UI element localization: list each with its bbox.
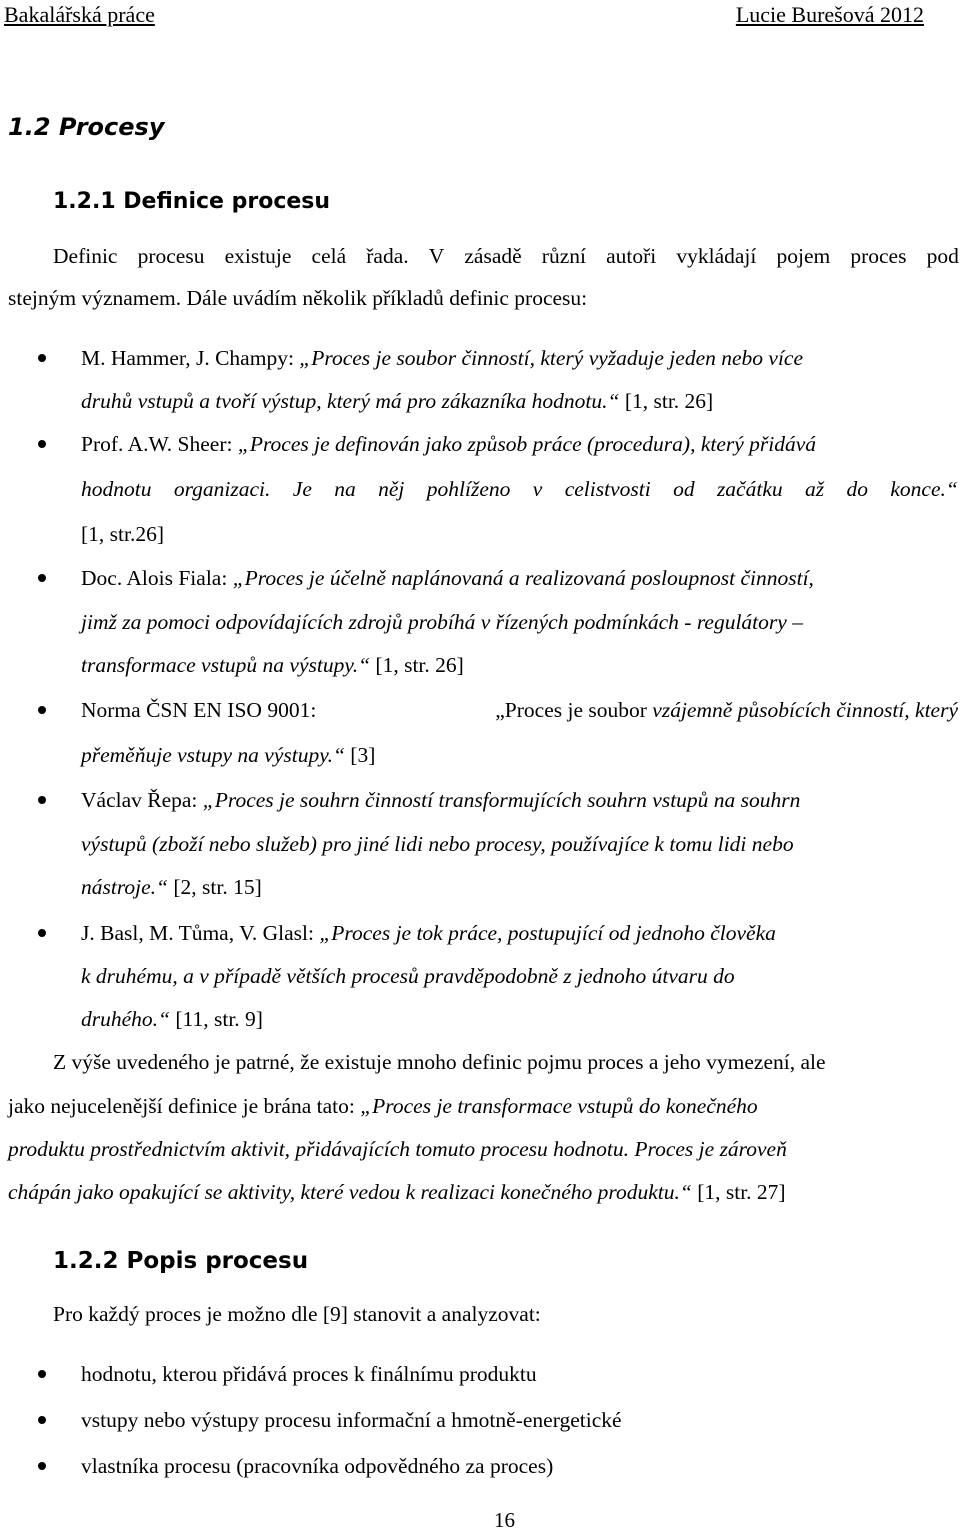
def3-citation: [1, str. 26] — [370, 653, 464, 677]
def6-line-2 — [81, 961, 735, 991]
word: existuje — [224, 244, 292, 268]
def2-line-2 — [81, 474, 958, 504]
def1-citation: [1, str. 26] — [619, 389, 714, 413]
def3-quote: „Proces je účelně naplánovaná a realizovaná posloupnost činností, — [232, 566, 814, 590]
word: různí — [541, 244, 586, 268]
word: něj — [378, 477, 405, 501]
word: celistvosti — [564, 477, 651, 501]
bullet-icon — [38, 706, 46, 714]
word: od — [673, 477, 695, 501]
word: na — [334, 477, 356, 501]
word: konce.“ — [890, 477, 958, 501]
popis-item: vstupy nebo výstupy procesu informační a hmotně-energetické — [81, 1408, 622, 1432]
conclusion-quote: „Proces je transformace vstupů do konečného — [360, 1094, 758, 1118]
word: proces — [850, 244, 907, 268]
def4-quote-start: „Proces je soubor — [495, 698, 653, 722]
def4-quote: vzájemně působících činností, který — [652, 698, 958, 722]
word: až — [805, 477, 825, 501]
word: celá — [311, 244, 347, 268]
def2-line-3: [1, str.26] — [81, 522, 165, 546]
def3-line-1 — [81, 563, 814, 593]
conclusion-quote-end: chápán jako opakující se aktivity, které vedou k realizaci konečného produktu.“ — [8, 1180, 692, 1204]
intro-line-2: stejným významem. Dále uvádím několik příkladů definic procesu: — [8, 286, 588, 310]
word: vykládají — [676, 244, 757, 268]
def3-quote-cont: jimž za pomoci odpovídajících zdrojů probíhá v řízených podmínkách - regulátory – — [81, 610, 803, 634]
word: pohlíženo — [426, 477, 511, 501]
def2-author: Prof. A.W. Sheer: — [81, 432, 238, 456]
def4-line-2 — [81, 740, 375, 770]
def1-quote-cont: druhů vstupů a tvoří výstup, který má pro zákazníka hodnotu.“ — [81, 389, 620, 413]
conclusion-line-4 — [8, 1177, 786, 1207]
def5-line-2 — [81, 829, 794, 859]
def1-line-2 — [81, 386, 713, 416]
bullet-icon — [38, 796, 46, 804]
def6-line-1 — [81, 918, 776, 948]
def6-quote-cont: k druhému, a v případě větších procesů pravděpodobně z jednoho útvaru do — [81, 964, 735, 988]
word: v — [532, 477, 543, 501]
word: Je — [292, 477, 312, 501]
def4-citation: [3] — [344, 743, 376, 767]
conclusion-line-1: Z výše uvedeného je patrné, že existuje mnoho definic pojmu proces a jeho vymezení, ale — [53, 1050, 826, 1074]
header-right: Lucie Burešová 2012 — [735, 2, 924, 27]
bullet-icon — [38, 1416, 46, 1424]
conclusion-line-3 — [8, 1134, 787, 1164]
def5-quote: „Proces je souhrn činností transformujících souhrn vstupů na souhrn — [202, 788, 801, 812]
def6-quote: „Proces je tok práce, postupující od jednoho člověka — [319, 921, 776, 945]
def6-line-3 — [81, 1004, 263, 1034]
def5-line-3 — [81, 872, 262, 902]
def4-quote-wrap — [495, 695, 958, 725]
def4-quote-cont: přeměňuje vstupy na výstupy.“ — [81, 743, 345, 767]
section-heading: 1.2 Procesy — [8, 113, 165, 141]
conclusion-citation: [1, str. 27] — [691, 1180, 786, 1204]
bullet-icon — [38, 354, 46, 362]
word: organizaci. — [173, 477, 271, 501]
def6-quote-end: druhého.“ — [81, 1007, 170, 1031]
bullet-icon — [38, 1462, 46, 1470]
bullet-icon — [38, 1370, 46, 1378]
def5-line-1 — [81, 785, 800, 815]
word: procesu — [137, 244, 205, 268]
bullet-icon — [38, 574, 46, 582]
def6-citation: [11, str. 9] — [170, 1007, 263, 1031]
def6-author: J. Basl, M. Tůma, V. Glasl: — [81, 921, 320, 945]
def4-line-1 — [81, 695, 958, 725]
word: řada. — [366, 244, 409, 268]
def1-author: M. Hammer, J. Champy: — [81, 346, 300, 370]
word: autoři — [606, 244, 657, 268]
word: Definic — [53, 244, 118, 268]
def1-quote: „Proces je soubor činností, který vyžaduje jeden nebo více — [299, 346, 804, 370]
word: hodnotu — [81, 477, 152, 501]
popis-item: vlastníka procesu (pracovníka odpovědného za proces) — [81, 1454, 554, 1478]
subsection-heading-popis: 1.2.2 Popis procesu — [53, 1248, 309, 1274]
bullet-icon — [38, 440, 46, 448]
def5-citation: [2, str. 15] — [168, 875, 262, 899]
def3-line-3 — [81, 650, 464, 680]
def3-line-2 — [81, 607, 803, 637]
conclusion-text-2: jako nejucelenější definice je brána tato: — [8, 1094, 361, 1118]
subsection-heading-definice: 1.2.1 Definice procesu — [53, 189, 331, 214]
def5-quote-end: nástroje.“ — [81, 875, 169, 899]
def4-author: Norma ČSN EN ISO 9001: — [81, 698, 322, 722]
popis-item: hodnotu, kterou přidává proces k finálnímu produktu — [81, 1362, 537, 1386]
def2-quote: „Proces je definován jako způsob práce (procedura), který přidává — [237, 432, 817, 456]
def5-quote-cont: výstupů (zboží nebo služeb) pro jiné lidi nebo procesy, používajíce k tomu lidi nebo — [81, 832, 794, 856]
popis-intro: Pro každý proces je možno dle [9] stanovit a analyzovat: — [53, 1302, 541, 1326]
intro-line-1 — [53, 241, 959, 271]
word: pojem — [776, 244, 831, 268]
word: do — [846, 477, 868, 501]
word: V — [428, 244, 445, 268]
word: zásadě — [464, 244, 522, 268]
word: začátku — [716, 477, 783, 501]
header-left: Bakalářská práce — [4, 2, 155, 27]
page-number: 16 — [494, 1508, 515, 1532]
conclusion-quote-cont: produktu prostřednictvím aktivit, přidávajících tomuto procesu hodnotu. Proces je zároveň — [8, 1137, 787, 1161]
bullet-icon — [38, 929, 46, 937]
def1-line-1 — [81, 343, 958, 373]
def3-author: Doc. Alois Fiala: — [81, 566, 233, 590]
word: pod — [926, 244, 959, 268]
def2-line-1 — [81, 429, 816, 459]
def5-author: Václav Řepa: — [81, 788, 203, 812]
conclusion-line-2 — [8, 1091, 758, 1121]
def3-quote-end: transformace vstupů na výstupy.“ — [81, 653, 371, 677]
